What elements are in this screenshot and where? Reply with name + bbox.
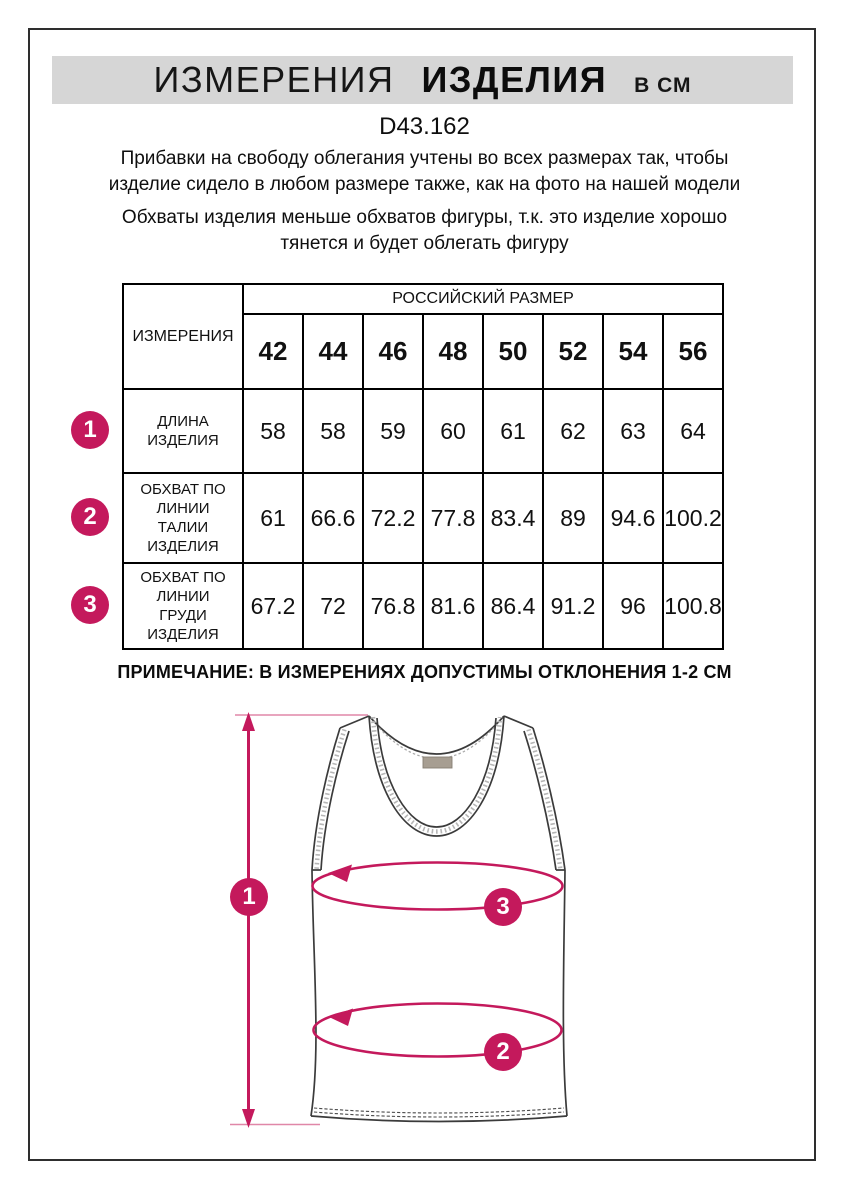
value-cell: 94.6	[603, 473, 663, 563]
description-paragraph-2: Обхваты изделия меньше обхватов фигуры, т.к. это изделие хорошо тянется и будет облегать фигуру	[121, 207, 728, 254]
diagram-badge-chest: 3	[484, 888, 522, 926]
length-measure-arrow	[242, 712, 255, 1128]
value-cell: 61	[243, 473, 303, 563]
size-column-header: 48	[423, 314, 483, 389]
value-cell: 96	[603, 563, 663, 649]
value-cell: 59	[363, 389, 423, 473]
size-column-header: 46	[363, 314, 423, 389]
value-cell: 89	[543, 473, 603, 563]
title-units: В СМ	[634, 74, 692, 97]
row-number-badge-3: 3	[71, 586, 109, 624]
value-cell: 58	[303, 389, 363, 473]
value-cell: 64	[663, 389, 723, 473]
size-column-header: 44	[303, 314, 363, 389]
value-cell: 83.4	[483, 473, 543, 563]
value-cell: 77.8	[423, 473, 483, 563]
size-group-header: РОССИЙСКИЙ РАЗМЕР	[243, 284, 723, 314]
diagram-badge-length: 1	[230, 878, 268, 916]
row-label: ОБХВАТ ПО ЛИНИИ ГРУДИ ИЗДЕЛИЯ	[123, 563, 243, 649]
size-column-header: 52	[543, 314, 603, 389]
value-cell: 58	[243, 389, 303, 473]
diagram-badge-waist: 2	[484, 1033, 522, 1071]
chest-girth-ellipse	[313, 863, 563, 910]
value-cell: 76.8	[363, 563, 423, 649]
value-cell: 91.2	[543, 563, 603, 649]
row-number-badge-2: 2	[71, 498, 109, 536]
value-cell: 72.2	[363, 473, 423, 563]
tank-top-outline	[311, 716, 567, 1122]
value-cell: 62	[543, 389, 603, 473]
value-cell: 61	[483, 389, 543, 473]
value-cell: 100.2	[663, 473, 723, 563]
row-number-badge-1: 1	[71, 411, 109, 449]
value-cell: 81.6	[423, 563, 483, 649]
row-label: ОБХВАТ ПО ЛИНИИ ТАЛИИ ИЗДЕЛИЯ	[123, 473, 243, 563]
row-label: ДЛИНА ИЗДЕЛИЯ	[123, 389, 243, 473]
size-column-header: 50	[483, 314, 543, 389]
tolerance-note: ПРИМЕЧАНИЕ: В ИЗМЕРЕНИЯХ ДОПУСТИМЫ ОТКЛОНЕНИЯ 1-2 СМ	[117, 662, 732, 682]
title-word-product: ИЗДЕЛИЯ	[421, 59, 608, 100]
waist-girth-ellipse	[314, 1004, 562, 1057]
description-paragraph-1: Прибавки на свободу облегания учтены во всех размерах так, чтобы изделие сидело в любом размере также, как на фото на нашей модели	[108, 148, 741, 195]
value-cell: 67.2	[243, 563, 303, 649]
value-cell: 100.8	[663, 563, 723, 649]
neck-label-tag	[423, 757, 452, 768]
size-column-header: 42	[243, 314, 303, 389]
size-column-header: 54	[603, 314, 663, 389]
value-cell: 86.4	[483, 563, 543, 649]
value-cell: 66.6	[303, 473, 363, 563]
table-corner-header: ИЗМЕРЕНИЯ	[123, 284, 243, 389]
size-column-header: 56	[663, 314, 723, 389]
value-cell: 72	[303, 563, 363, 649]
measure-tick-lines	[230, 715, 368, 1125]
value-cell: 60	[423, 389, 483, 473]
title-word-measurements: ИЗМЕРЕНИЯ	[153, 59, 395, 100]
product-code: D43.162	[379, 113, 470, 140]
value-cell: 63	[603, 389, 663, 473]
